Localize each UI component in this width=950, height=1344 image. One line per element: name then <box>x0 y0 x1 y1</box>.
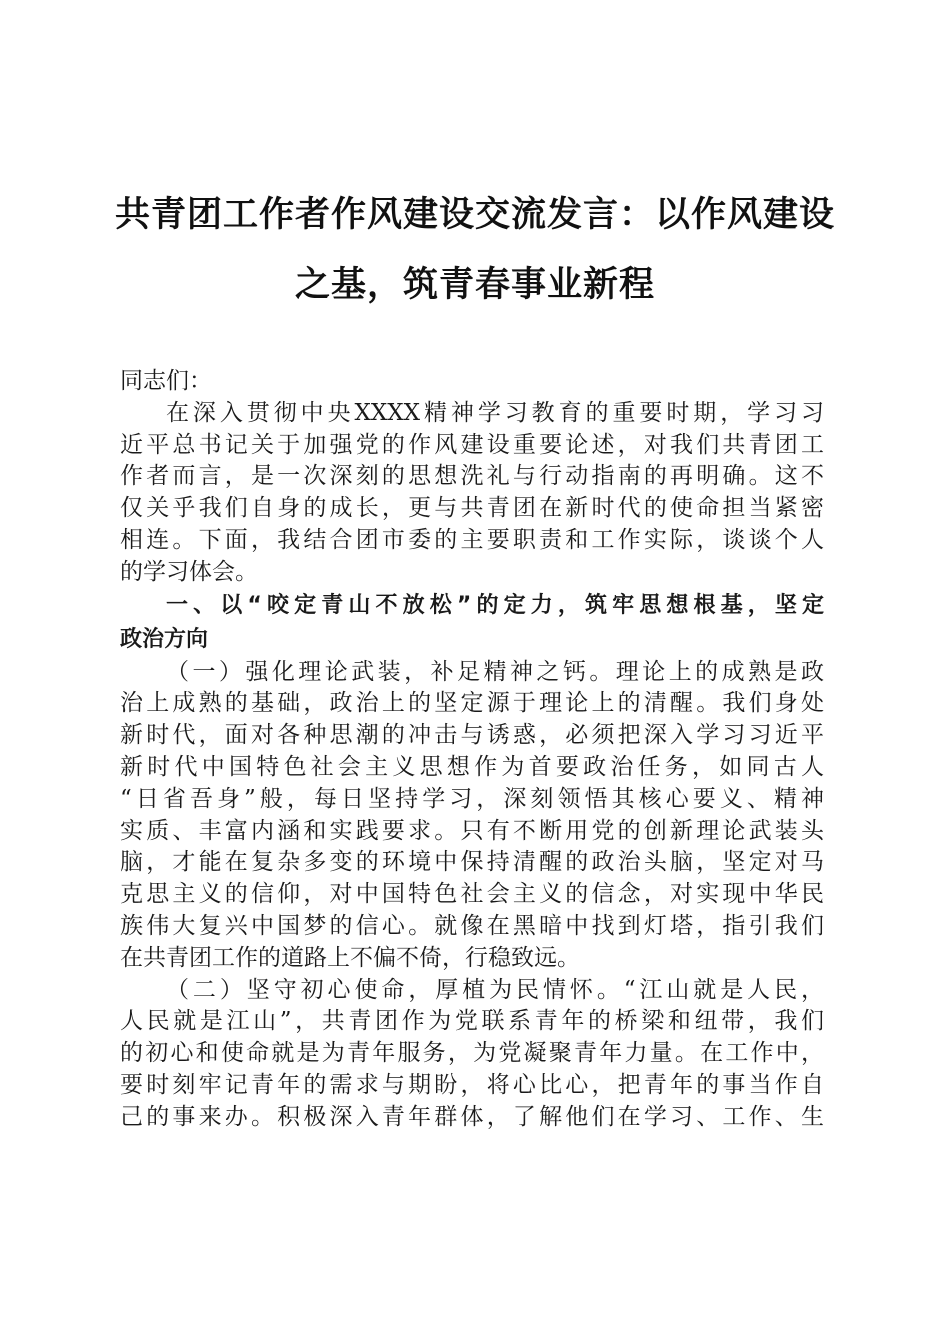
paragraph-line: 族伟大复兴中国梦的信心。就像在黑暗中找到灯塔，指引我们 <box>120 912 824 939</box>
paragraph-line: 新时代中国特色社会主义思想作为首要政治任务，如同古人 <box>120 753 824 780</box>
paragraph-line: 在深入贯彻中央XXXX精神学习教育的重要时期，学习习 <box>166 399 824 426</box>
paragraph-line: 己的事来办。积极深入青年群体，了解他们在学习、工作、生 <box>120 1103 824 1130</box>
document-title-line-1: 共青团工作者作风建设交流发言：以作风建设 <box>114 195 835 235</box>
paragraph-line: （一）强化理论武装，补足精神之钙。理论上的成熟是政 <box>166 658 824 685</box>
paragraph-line: 的学习体会。 <box>120 558 258 585</box>
paragraph-line: 脑，才能在复杂多变的环境中保持清醒的政治头脑，坚定对马 <box>120 849 824 876</box>
paragraph-line: 治上成熟的基础，政治上的坚定源于理论上的清醒。我们身处 <box>120 690 824 717</box>
document-title-line-2: 之基，筑青春事业新程 <box>294 265 655 305</box>
paragraph-line: 要时刻牢记青年的需求与期盼，将心比心，把青年的事当作自 <box>120 1071 824 1098</box>
paragraph-line: 仅关乎我们自身的成长，更与共青团在新时代的使命担当紧密 <box>120 495 824 522</box>
paragraph-line: 在共青团工作的道路上不偏不倚，行稳致远。 <box>120 944 580 971</box>
paragraph-line: （二）坚守初心使命，厚植为民情怀。“江山就是人民， <box>166 976 824 1003</box>
paragraph-line: “日省吾身”般，每日坚持学习，深刻领悟其核心要义、精神 <box>120 785 824 812</box>
section-heading: 政治方向 <box>120 626 209 652</box>
paragraph-line: 相连。下面，我结合团市委的主要职责和工作实际，谈谈个人 <box>120 526 824 553</box>
paragraph-line: 近平总书记关于加强党的作风建设重要论述，对我们共青团工 <box>120 431 824 458</box>
paragraph-line: 克思主义的信仰，对中国特色社会主义的信念，对实现中华民 <box>120 881 824 908</box>
paragraph-line: 的初心和使命就是为青年服务，为党凝聚青年力量。在工作中， <box>120 1040 824 1067</box>
document-body <box>120 366 824 1134</box>
salutation: 同志们： <box>120 368 212 394</box>
paragraph-line: 人民就是江山”，共青团作为党联系青年的桥梁和纽带，我们 <box>120 1008 824 1035</box>
section-heading: 一、以“咬定青山不放松”的定力，筑牢思想根基，坚定 <box>166 592 824 618</box>
paragraph-line: 作者而言，是一次深刻的思想洗礼与行动指南的再明确。这不 <box>120 463 824 490</box>
paragraph-line: 实质、丰富内涵和实践要求。只有不断用党的创新理论武装头 <box>120 817 824 844</box>
paragraph-line: 新时代，面对各种思潮的冲击与诱惑，必须把深入学习习近平 <box>120 722 824 749</box>
